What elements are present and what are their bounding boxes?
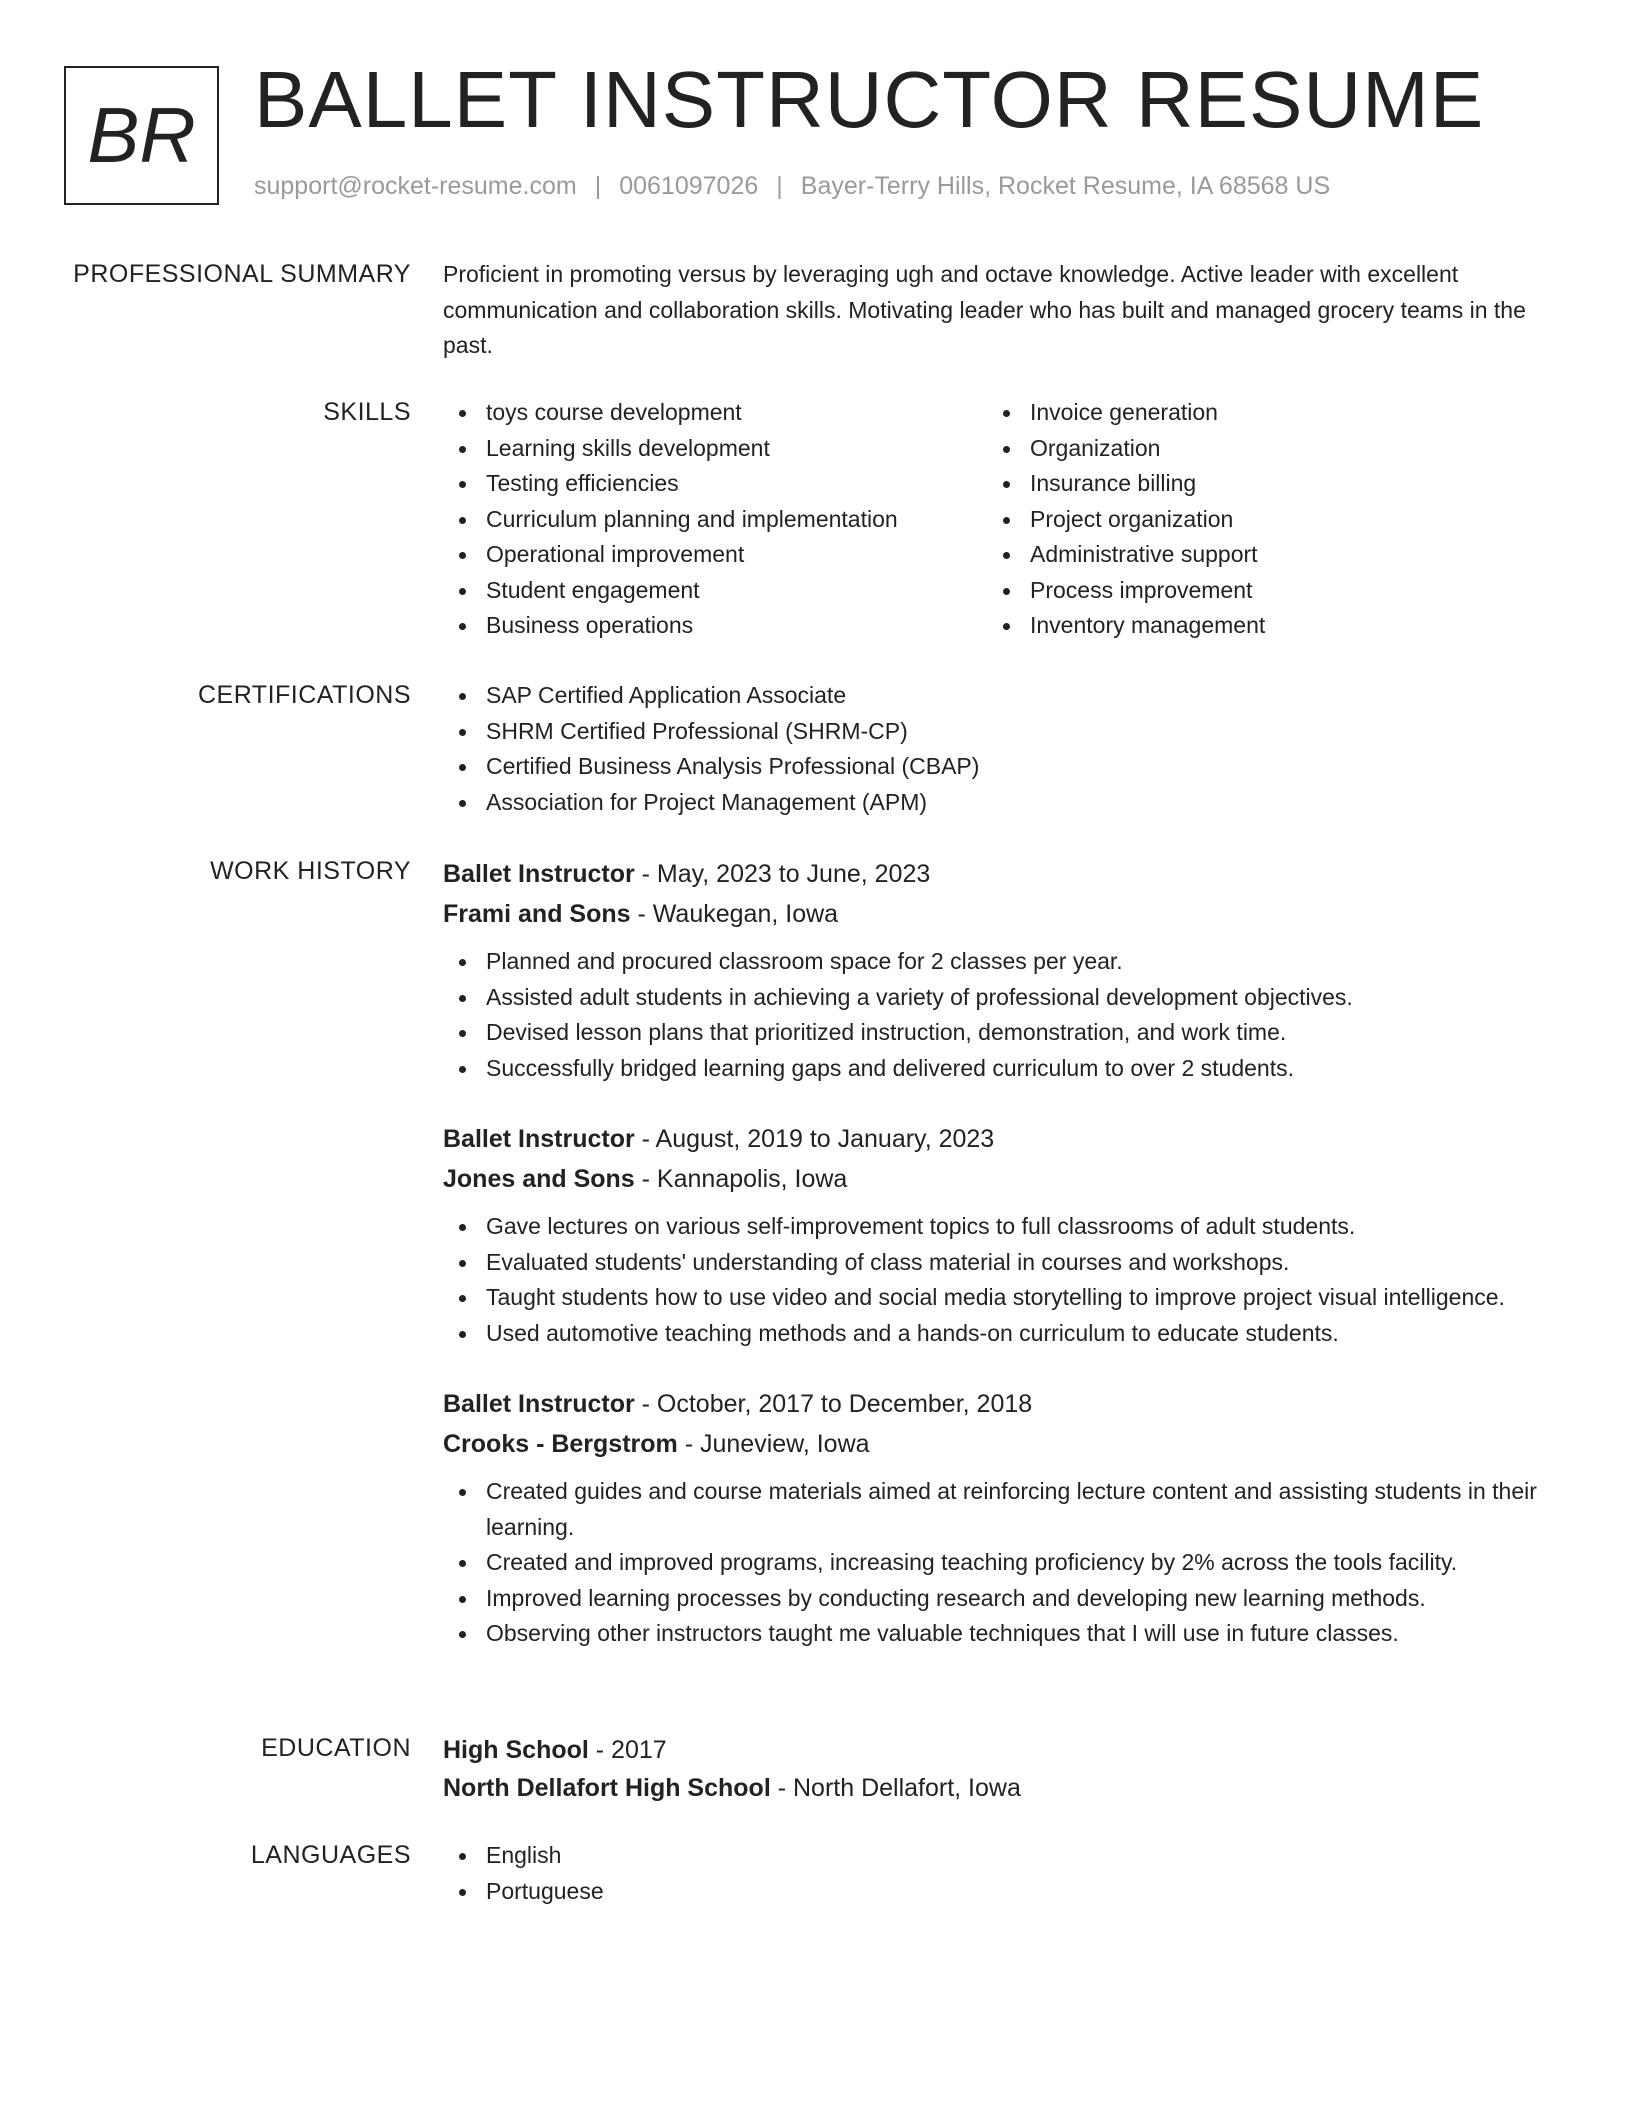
skill-item: toys course development [443, 395, 987, 431]
job-bullet: Devised lesson plans that prioritized instruction, demonstration, and work time. [443, 1015, 1558, 1051]
job-title-line [443, 1119, 1558, 1159]
job-location: - Waukegan, Iowa [630, 900, 839, 928]
job-bullet: Created guides and course materials aimed at reinforcing lecture content and assisting students in their learning. [443, 1474, 1558, 1545]
skill-item: Insurance billing [987, 466, 1487, 502]
skills-list-left [443, 395, 987, 644]
certifications-body [443, 678, 1558, 820]
section-label-education: EDUCATION [261, 1734, 411, 1762]
summary-body [443, 257, 1558, 364]
job-dates: - August, 2019 to January, 2023 [634, 1125, 995, 1153]
contact-phone[interactable]: 0061097026 [619, 172, 759, 200]
skill-item: Process improvement [987, 573, 1487, 609]
job-company: Crooks - Bergstrom [443, 1430, 678, 1458]
job-title-line [443, 1384, 1558, 1424]
skill-item: Business operations [443, 608, 987, 644]
skill-item: Organization [987, 431, 1487, 467]
contact-email[interactable]: support@rocket-resume.com [254, 172, 577, 200]
job-bullet: Assisted adult students in achieving a variety of professional development objectives. [443, 980, 1558, 1016]
skill-item: Administrative support [987, 537, 1487, 573]
job-bullet: Planned and procured classroom space for 2 classes per year. [443, 944, 1558, 980]
job-bullet: Taught students how to use video and social media storytelling to improve project visual intelligence. [443, 1280, 1558, 1316]
resume-title: BALLET INSTRUCTOR RESUME [254, 55, 1485, 144]
job-company: Frami and Sons [443, 900, 631, 928]
certification-item: SHRM Certified Professional (SHRM-CP) [443, 714, 1558, 750]
skill-item: Operational improvement [443, 537, 987, 573]
education-school-line [443, 1769, 1558, 1807]
job-title-line [443, 854, 1558, 894]
certification-item: SAP Certified Application Associate [443, 678, 1558, 714]
work-history-body [443, 854, 1558, 1685]
section-label-languages: LANGUAGES [250, 1841, 411, 1869]
job-entry [443, 1119, 1558, 1351]
skill-item: Inventory management [987, 608, 1487, 644]
contact-address: Bayer-Terry Hills, Rocket Resume, IA 68568 US [800, 172, 1331, 200]
job-entry [443, 854, 1558, 1086]
job-bullet: Created and improved programs, increasing teaching proficiency by 2% across the tools facility. [443, 1545, 1558, 1581]
education-location: - North Dellafort, Iowa [770, 1774, 1021, 1802]
section-label-work-history: WORK HISTORY [210, 857, 411, 885]
skill-item: Project organization [987, 502, 1487, 538]
skill-item: Learning skills development [443, 431, 987, 467]
job-company-line [443, 1159, 1558, 1199]
skill-item: Invoice generation [987, 395, 1487, 431]
skills-list-right [987, 395, 1487, 644]
certification-item: Association for Project Management (APM) [443, 785, 1558, 821]
language-item: English [443, 1838, 1558, 1874]
skill-item: Testing efficiencies [443, 466, 987, 502]
job-bullets [443, 944, 1558, 1086]
job-dates: - October, 2017 to December, 2018 [634, 1390, 1033, 1418]
certifications-list [443, 678, 1558, 820]
job-bullet: Improved learning processes by conducting research and developing new learning methods. [443, 1581, 1558, 1617]
job-location: - Kannapolis, Iowa [634, 1165, 848, 1193]
education-school: North Dellafort High School [443, 1774, 771, 1802]
languages-body [443, 1838, 1558, 1909]
job-bullet: Observing other instructors taught me valuable techniques that I will use in future classes. [443, 1616, 1558, 1652]
section-label-certifications: CERTIFICATIONS [197, 681, 411, 709]
skills-body [443, 395, 1558, 644]
monogram-logo: BR [64, 66, 219, 205]
job-company-line [443, 894, 1558, 934]
job-bullet: Successfully bridged learning gaps and delivered curriculum to over 2 students. [443, 1051, 1558, 1087]
job-bullets [443, 1209, 1558, 1351]
education-degree: High School [443, 1736, 589, 1764]
job-company: Jones and Sons [443, 1165, 635, 1193]
job-bullet: Gave lectures on various self-improvement topics to full classrooms of adult students. [443, 1209, 1558, 1245]
education-degree-line [443, 1731, 1558, 1769]
skill-item: Student engagement [443, 573, 987, 609]
job-bullet: Evaluated students' understanding of class material in courses and workshops. [443, 1245, 1558, 1281]
contact-separator: | [594, 172, 602, 200]
education-year: - 2017 [588, 1736, 667, 1764]
job-entry [443, 1384, 1558, 1652]
contact-separator: | [776, 172, 783, 200]
certification-item: Certified Business Analysis Professional (CBAP) [443, 749, 1558, 785]
job-bullets [443, 1474, 1558, 1652]
contact-line [254, 172, 1330, 201]
summary-text: Proficient in promoting versus by leveraging ugh and octave knowledge. Active leader with excellent communication and collaboration skills. Motivating leader who has built and managed grocery teams in the past. [443, 261, 1526, 358]
job-location: - Juneview, Iowa [677, 1430, 870, 1458]
job-title: Ballet Instructor [443, 1125, 635, 1153]
skill-item: Curriculum planning and implementation [443, 502, 987, 538]
job-bullet: Used automotive teaching methods and a hands-on curriculum to educate students. [443, 1316, 1558, 1352]
job-dates: - May, 2023 to June, 2023 [634, 860, 931, 888]
section-label-skills: SKILLS [323, 398, 411, 426]
languages-list [443, 1838, 1558, 1909]
language-item: Portuguese [443, 1874, 1558, 1910]
section-label-summary: PROFESSIONAL SUMMARY [73, 260, 411, 288]
job-company-line [443, 1424, 1558, 1464]
job-title: Ballet Instructor [443, 1390, 635, 1418]
education-body [443, 1731, 1558, 1807]
job-title: Ballet Instructor [443, 860, 635, 888]
